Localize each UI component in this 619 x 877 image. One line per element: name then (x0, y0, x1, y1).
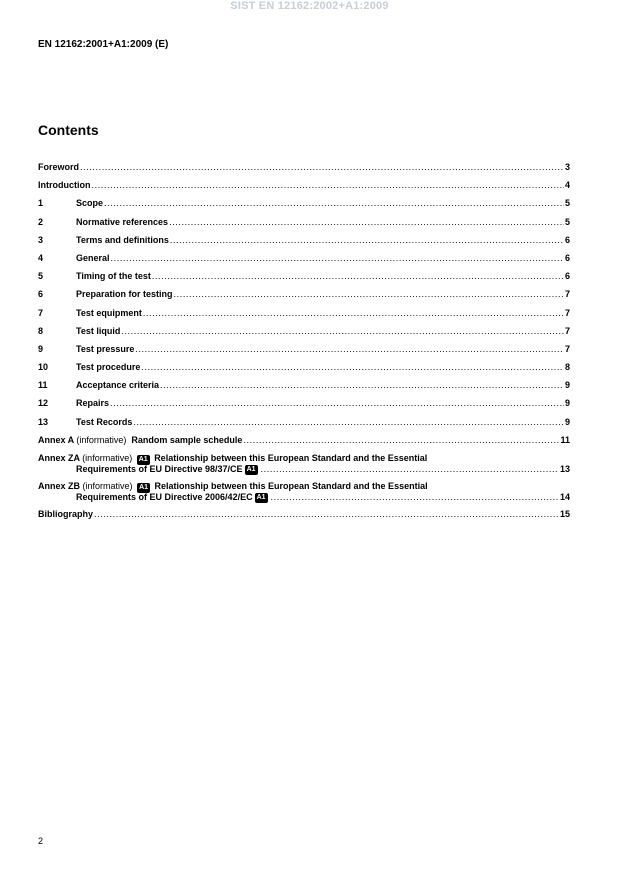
section-number: 10 (38, 362, 49, 373)
toc-entry[interactable] (38, 235, 570, 246)
page-number: 7 (564, 307, 570, 318)
toc-entry[interactable] (38, 417, 570, 428)
toc-entry[interactable] (38, 198, 570, 209)
toc-entry-title: General (76, 252, 110, 263)
dot-leader (169, 217, 564, 228)
page-number: 4 (564, 180, 570, 191)
toc-entry-title: Normative references (76, 216, 169, 227)
section-number: 8 (38, 325, 44, 336)
dot-leader (80, 162, 564, 173)
footer-page-number: 2 (38, 836, 44, 846)
section-number: 11 (38, 380, 48, 391)
section-number: 9 (38, 343, 44, 354)
dot-leader (133, 417, 564, 428)
dot-leader (143, 308, 564, 319)
toc-entry-title: Test Records (76, 416, 133, 427)
annex-type: (informative) (76, 434, 127, 445)
toc-entry[interactable] (38, 308, 570, 319)
annex-type: (informative) (82, 453, 133, 463)
page-number: 14 (559, 492, 570, 502)
page-number: 6 (564, 252, 570, 263)
page-number: 8 (564, 362, 570, 373)
page-number: 5 (564, 216, 570, 227)
toc-entry-title: Bibliography (38, 509, 94, 519)
toc-entry-title: Foreword (38, 162, 80, 172)
table-of-contents (38, 162, 570, 527)
toc-entry-bibliography[interactable] (38, 509, 570, 520)
toc-entry[interactable] (38, 162, 570, 173)
section-number: 6 (38, 289, 44, 300)
toc-entry-title: Introduction (38, 180, 91, 191)
toc-entry[interactable] (38, 398, 570, 409)
annex-title-line2: Requirements of EU Directive 2006/42/EC (76, 492, 253, 502)
dot-leader (261, 464, 559, 475)
page-number: 9 (564, 398, 570, 409)
toc-entry-title: Preparation for testing (76, 289, 173, 300)
annex-title-line2: Requirements of EU Directive 98/37/CE (76, 464, 243, 474)
dot-leader (141, 362, 564, 373)
page-number: 3 (564, 162, 570, 172)
dot-leader (174, 289, 564, 300)
toc-entry[interactable] (38, 217, 570, 228)
section-number: 12 (38, 398, 49, 409)
dot-leader (94, 509, 559, 520)
section-number: 7 (38, 307, 44, 318)
section-number: 4 (38, 252, 44, 263)
contents-heading: Contents (38, 122, 99, 138)
dot-leader (121, 326, 564, 337)
page-number: 7 (564, 289, 570, 300)
page-number: 9 (564, 416, 570, 427)
dot-leader (271, 492, 559, 503)
page-number: 15 (559, 509, 570, 519)
section-number: 13 (38, 416, 49, 427)
dot-leader (160, 380, 564, 391)
dot-leader (92, 180, 564, 191)
dot-leader (110, 398, 564, 409)
toc-entry-annex-a[interactable] (38, 435, 570, 446)
toc-entry[interactable] (38, 180, 570, 191)
amendment-start-marker: A1 (139, 484, 149, 491)
page-number: 5 (564, 198, 570, 209)
toc-entry[interactable] (38, 380, 570, 391)
toc-entry-title: Test equipment (76, 307, 142, 318)
dot-leader (152, 271, 564, 282)
toc-entry-annex-za[interactable] (38, 453, 570, 475)
dot-leader (111, 253, 564, 264)
toc-entry-title: Test procedure (76, 362, 141, 373)
section-number: 5 (38, 271, 44, 282)
toc-entry-title: Acceptance criteria (76, 380, 160, 391)
annex-title-line1: Relationship between this European Standard and the Essential (154, 481, 428, 491)
amendment-start-marker: A1 (138, 456, 148, 463)
watermark: SIST EN 12162:2002+A1:2009 (230, 0, 389, 12)
section-number: 3 (38, 234, 44, 245)
annex-title: Random sample schedule (131, 434, 243, 445)
dot-leader (104, 198, 564, 209)
page-number: 7 (564, 325, 570, 336)
page-number: 7 (564, 343, 570, 354)
section-number: 2 (38, 216, 44, 227)
annex-label: Annex A (38, 434, 74, 445)
toc-entry-annex-zb[interactable] (38, 481, 570, 503)
dot-leader (135, 344, 564, 355)
annex-label: Annex ZA (38, 453, 80, 463)
document-id: EN 12162:2001+A1:2009 (E) (38, 39, 169, 50)
page-number: 11 (560, 434, 570, 445)
toc-entry[interactable] (38, 344, 570, 355)
dot-leader (170, 235, 564, 246)
amendment-end-marker: A1 (246, 466, 256, 473)
toc-entry-title: Test pressure (76, 343, 135, 354)
toc-entry-title: Terms and definitions (76, 234, 169, 245)
toc-entry-title: Scope (76, 198, 104, 209)
page-number: 6 (564, 271, 570, 282)
annex-type: (informative) (82, 481, 133, 491)
page-number: 6 (564, 234, 570, 245)
page-number: 9 (564, 380, 570, 391)
toc-entry[interactable] (38, 271, 570, 282)
toc-entry[interactable] (38, 289, 570, 300)
page-number: 13 (559, 464, 570, 474)
section-number: 1 (38, 198, 44, 209)
toc-entry[interactable] (38, 326, 570, 337)
toc-entry-title: Test liquid (76, 325, 121, 336)
toc-entry[interactable] (38, 362, 570, 373)
annex-title-line1: Relationship between this European Standard and the Essential (154, 453, 428, 463)
toc-entry[interactable] (38, 253, 570, 264)
dot-leader (243, 435, 559, 446)
toc-entry-title: Repairs (76, 398, 110, 409)
toc-entry-title: Timing of the test (76, 271, 151, 282)
annex-label: Annex ZB (38, 481, 81, 491)
amendment-end-marker: A1 (256, 494, 266, 501)
